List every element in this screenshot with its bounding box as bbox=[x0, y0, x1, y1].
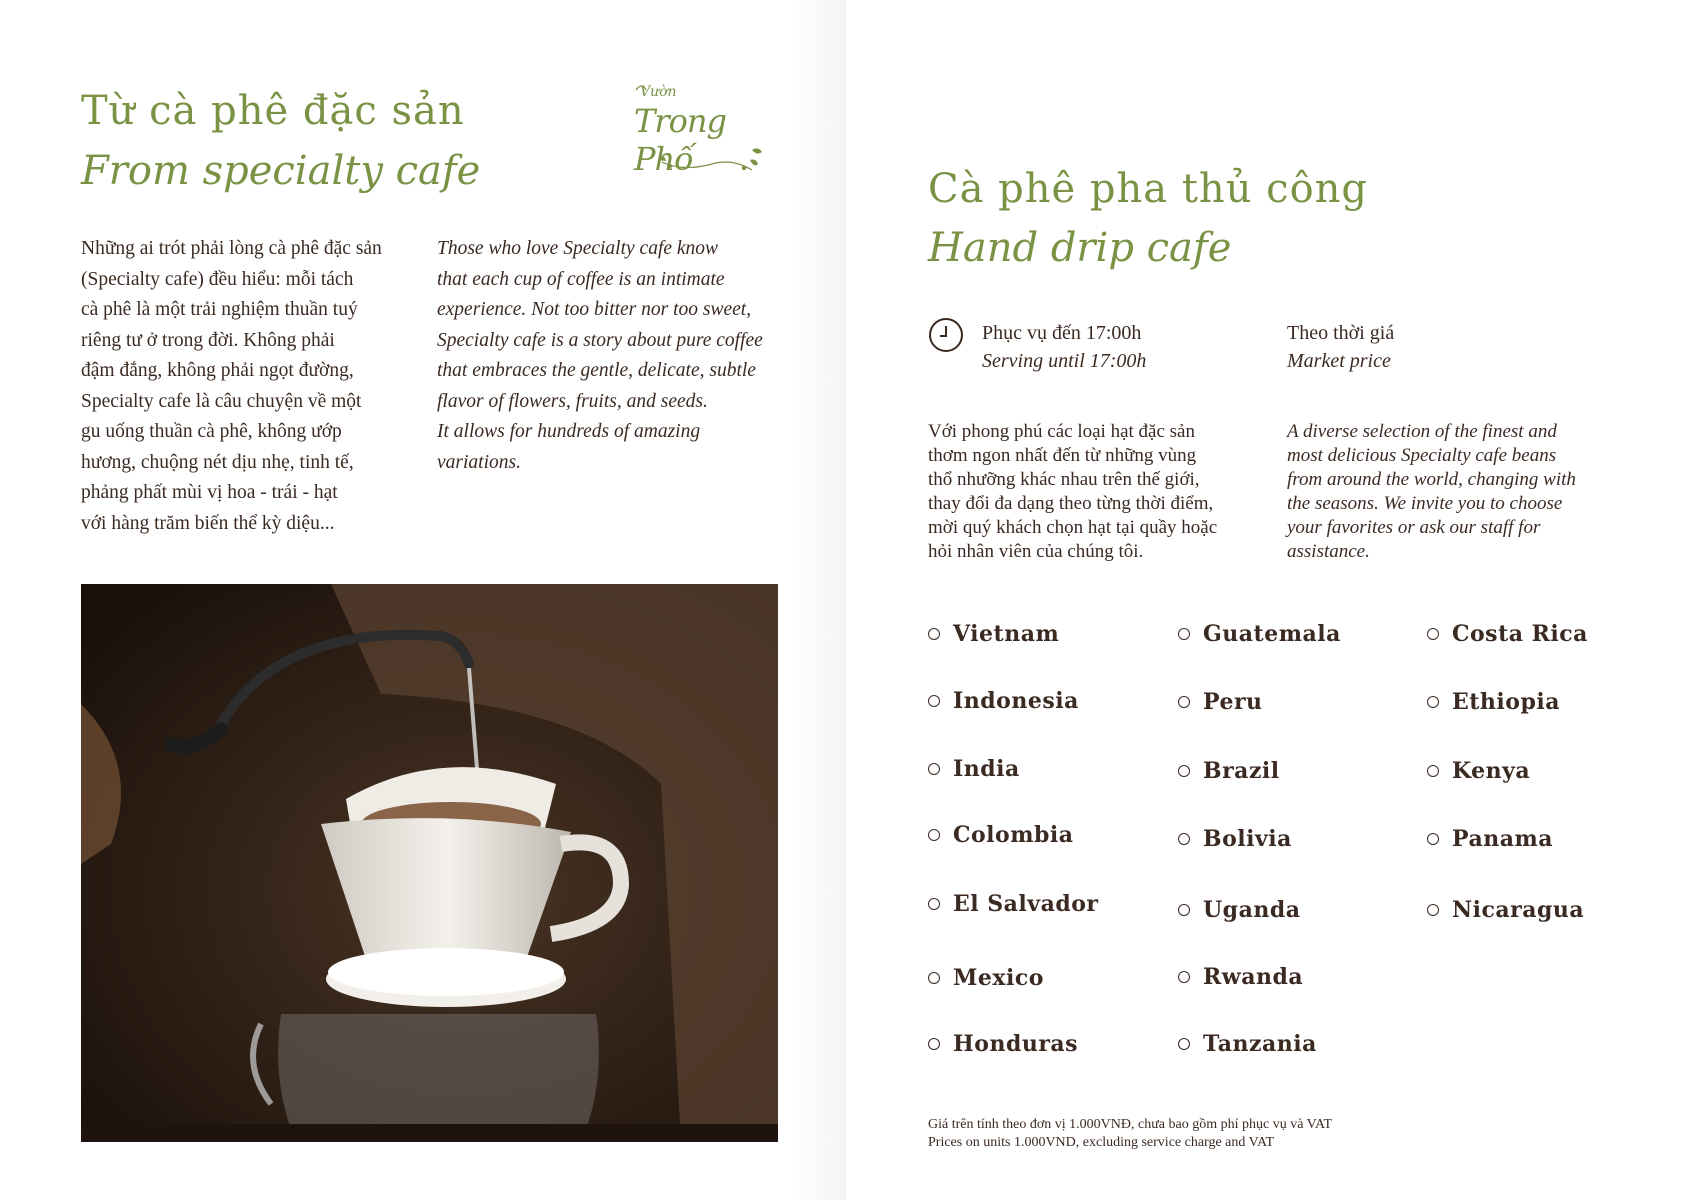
circle-bullet-icon bbox=[928, 898, 940, 910]
circle-bullet-icon bbox=[1178, 1038, 1190, 1050]
origin-item: Honduras bbox=[928, 1029, 1078, 1059]
text-line: riêng tư ở trong đời. Không phải bbox=[81, 329, 335, 351]
text-line: most delicious Specialty cafe beans bbox=[1287, 445, 1557, 466]
origin-item: India bbox=[928, 754, 1020, 784]
price-vi: Theo thời giá bbox=[1287, 322, 1395, 344]
origin-item: Ethiopia bbox=[1427, 687, 1560, 717]
text-line: flavor of flowers, fruits, and seeds. bbox=[437, 390, 708, 412]
text-line: thay đổi đa dạng theo từng thời điểm, bbox=[928, 493, 1214, 514]
text-line: Specialty cafe is a story about pure coffee bbox=[437, 329, 763, 351]
text-line: variations. bbox=[437, 451, 521, 473]
text-line: Those who love Specialty cafe know bbox=[437, 238, 719, 259]
circle-bullet-icon bbox=[1427, 833, 1439, 845]
text-line: that embraces the gentle, delicate, subtle bbox=[437, 360, 756, 381]
text-line: gu uống thuần cà phê, không ướp bbox=[81, 421, 342, 442]
footnote-vi: Giá trên tính theo đơn vị 1.000VNĐ, chưa bao gồm phí phục vụ và VAT bbox=[928, 1117, 1333, 1132]
text-line: thơm ngon nhất đến từ những vùng bbox=[928, 445, 1197, 466]
origin-item: Tanzania bbox=[1178, 1029, 1317, 1059]
serving-time-vi: Phục vụ đến 17:00h bbox=[982, 322, 1142, 344]
text-line: Với phong phú các loại hạt đặc sản bbox=[928, 421, 1195, 442]
text-line: thổ nhưỡng khác nhau trên thế giới, bbox=[928, 469, 1200, 490]
text-line: assistance. bbox=[1287, 541, 1370, 562]
text-line: It allows for hundreds of amazing bbox=[437, 421, 701, 442]
origin-item: Indonesia bbox=[928, 686, 1079, 716]
text-line: cà phê là một trải nghiệm thuần tuý bbox=[81, 299, 358, 320]
serving-time-en: Serving until 17:00h bbox=[982, 350, 1147, 372]
text-line: from around the world, changing with bbox=[1287, 469, 1576, 490]
origin-item: Uganda bbox=[1178, 895, 1300, 925]
circle-bullet-icon bbox=[1178, 628, 1190, 640]
brand-logo bbox=[632, 80, 772, 180]
circle-bullet-icon bbox=[1427, 904, 1439, 916]
circle-bullet-icon bbox=[1178, 971, 1190, 983]
text-line: mời quý khách chọn hạt tại quầy hoặc bbox=[928, 517, 1218, 538]
right-title-en: Hand drip cafe bbox=[928, 225, 1232, 271]
left-paragraph-en bbox=[437, 234, 797, 478]
left-paragraph-vi bbox=[81, 234, 411, 539]
right-title-vi: Cà phê pha thủ công bbox=[928, 166, 1369, 212]
left-title-vi: Từ cà phê đặc sản bbox=[81, 88, 465, 134]
right-description-en bbox=[1287, 420, 1647, 564]
right-description-vi bbox=[928, 420, 1268, 564]
text-line: that each cup of coffee is an intimate bbox=[437, 268, 725, 290]
text-line: phảng phất mùi vị hoa - trái - hạt bbox=[81, 482, 338, 503]
text-line: Specialty cafe là câu chuyện về một bbox=[81, 390, 362, 412]
circle-bullet-icon bbox=[1427, 765, 1439, 777]
origin-item: Panama bbox=[1427, 824, 1553, 854]
circle-bullet-icon bbox=[1178, 904, 1190, 916]
text-line: hỏi nhân viên của chúng tôi. bbox=[928, 541, 1144, 562]
text-line: hương, chuộng nét dịu nhẹ, tinh tế, bbox=[81, 451, 354, 473]
text-line: your favorites or ask our staff for bbox=[1287, 517, 1541, 538]
origin-item: Kenya bbox=[1427, 756, 1530, 786]
left-title-en: From specialty cafe bbox=[81, 148, 481, 194]
text-line: với hàng trăm biến thể kỳ diệu... bbox=[81, 512, 335, 534]
page-gutter bbox=[790, 0, 846, 1200]
origin-item: Nicaragua bbox=[1427, 895, 1584, 925]
circle-bullet-icon bbox=[1178, 833, 1190, 845]
origin-item: Peru bbox=[1178, 687, 1263, 717]
text-line: đậm đắng, không phải ngọt đường, bbox=[81, 360, 354, 381]
text-line: A diverse selection of the finest and bbox=[1287, 421, 1557, 442]
origin-item: El Salvador bbox=[928, 889, 1098, 919]
origin-item: Colombia bbox=[928, 820, 1074, 850]
origin-item: Rwanda bbox=[1178, 962, 1303, 992]
text-line: (Specialty cafe) đều hiểu: mỗi tách bbox=[81, 268, 354, 290]
circle-bullet-icon bbox=[1427, 628, 1439, 640]
circle-bullet-icon bbox=[928, 628, 940, 640]
coffee-pour-photo bbox=[81, 584, 778, 1142]
circle-bullet-icon bbox=[928, 763, 940, 775]
circle-bullet-icon bbox=[928, 695, 940, 707]
text-line: experience. Not too bitter nor too sweet, bbox=[437, 299, 752, 320]
clock-icon bbox=[928, 317, 964, 353]
origin-item: Guatemala bbox=[1178, 619, 1341, 649]
circle-bullet-icon bbox=[1178, 696, 1190, 708]
footnote-en: Prices on units 1.000VND, excluding service charge and VAT bbox=[928, 1135, 1275, 1150]
circle-bullet-icon bbox=[928, 1038, 940, 1050]
origin-item: Mexico bbox=[928, 963, 1044, 993]
text-line: the seasons. We invite you to choose bbox=[1287, 493, 1563, 514]
price-en: Market price bbox=[1287, 350, 1391, 372]
origin-item: Vietnam bbox=[928, 619, 1059, 649]
logo-word-2: Trong Phố bbox=[634, 102, 726, 178]
logo-word-1: Vườn bbox=[640, 84, 677, 100]
circle-bullet-icon bbox=[1178, 765, 1190, 777]
circle-bullet-icon bbox=[928, 972, 940, 984]
origin-item: Costa Rica bbox=[1427, 619, 1588, 649]
origin-item: Brazil bbox=[1178, 756, 1280, 786]
origin-item: Bolivia bbox=[1178, 824, 1292, 854]
circle-bullet-icon bbox=[1427, 696, 1439, 708]
text-line: Những ai trót phải lòng cà phê đặc sản bbox=[81, 238, 382, 259]
circle-bullet-icon bbox=[928, 829, 940, 841]
